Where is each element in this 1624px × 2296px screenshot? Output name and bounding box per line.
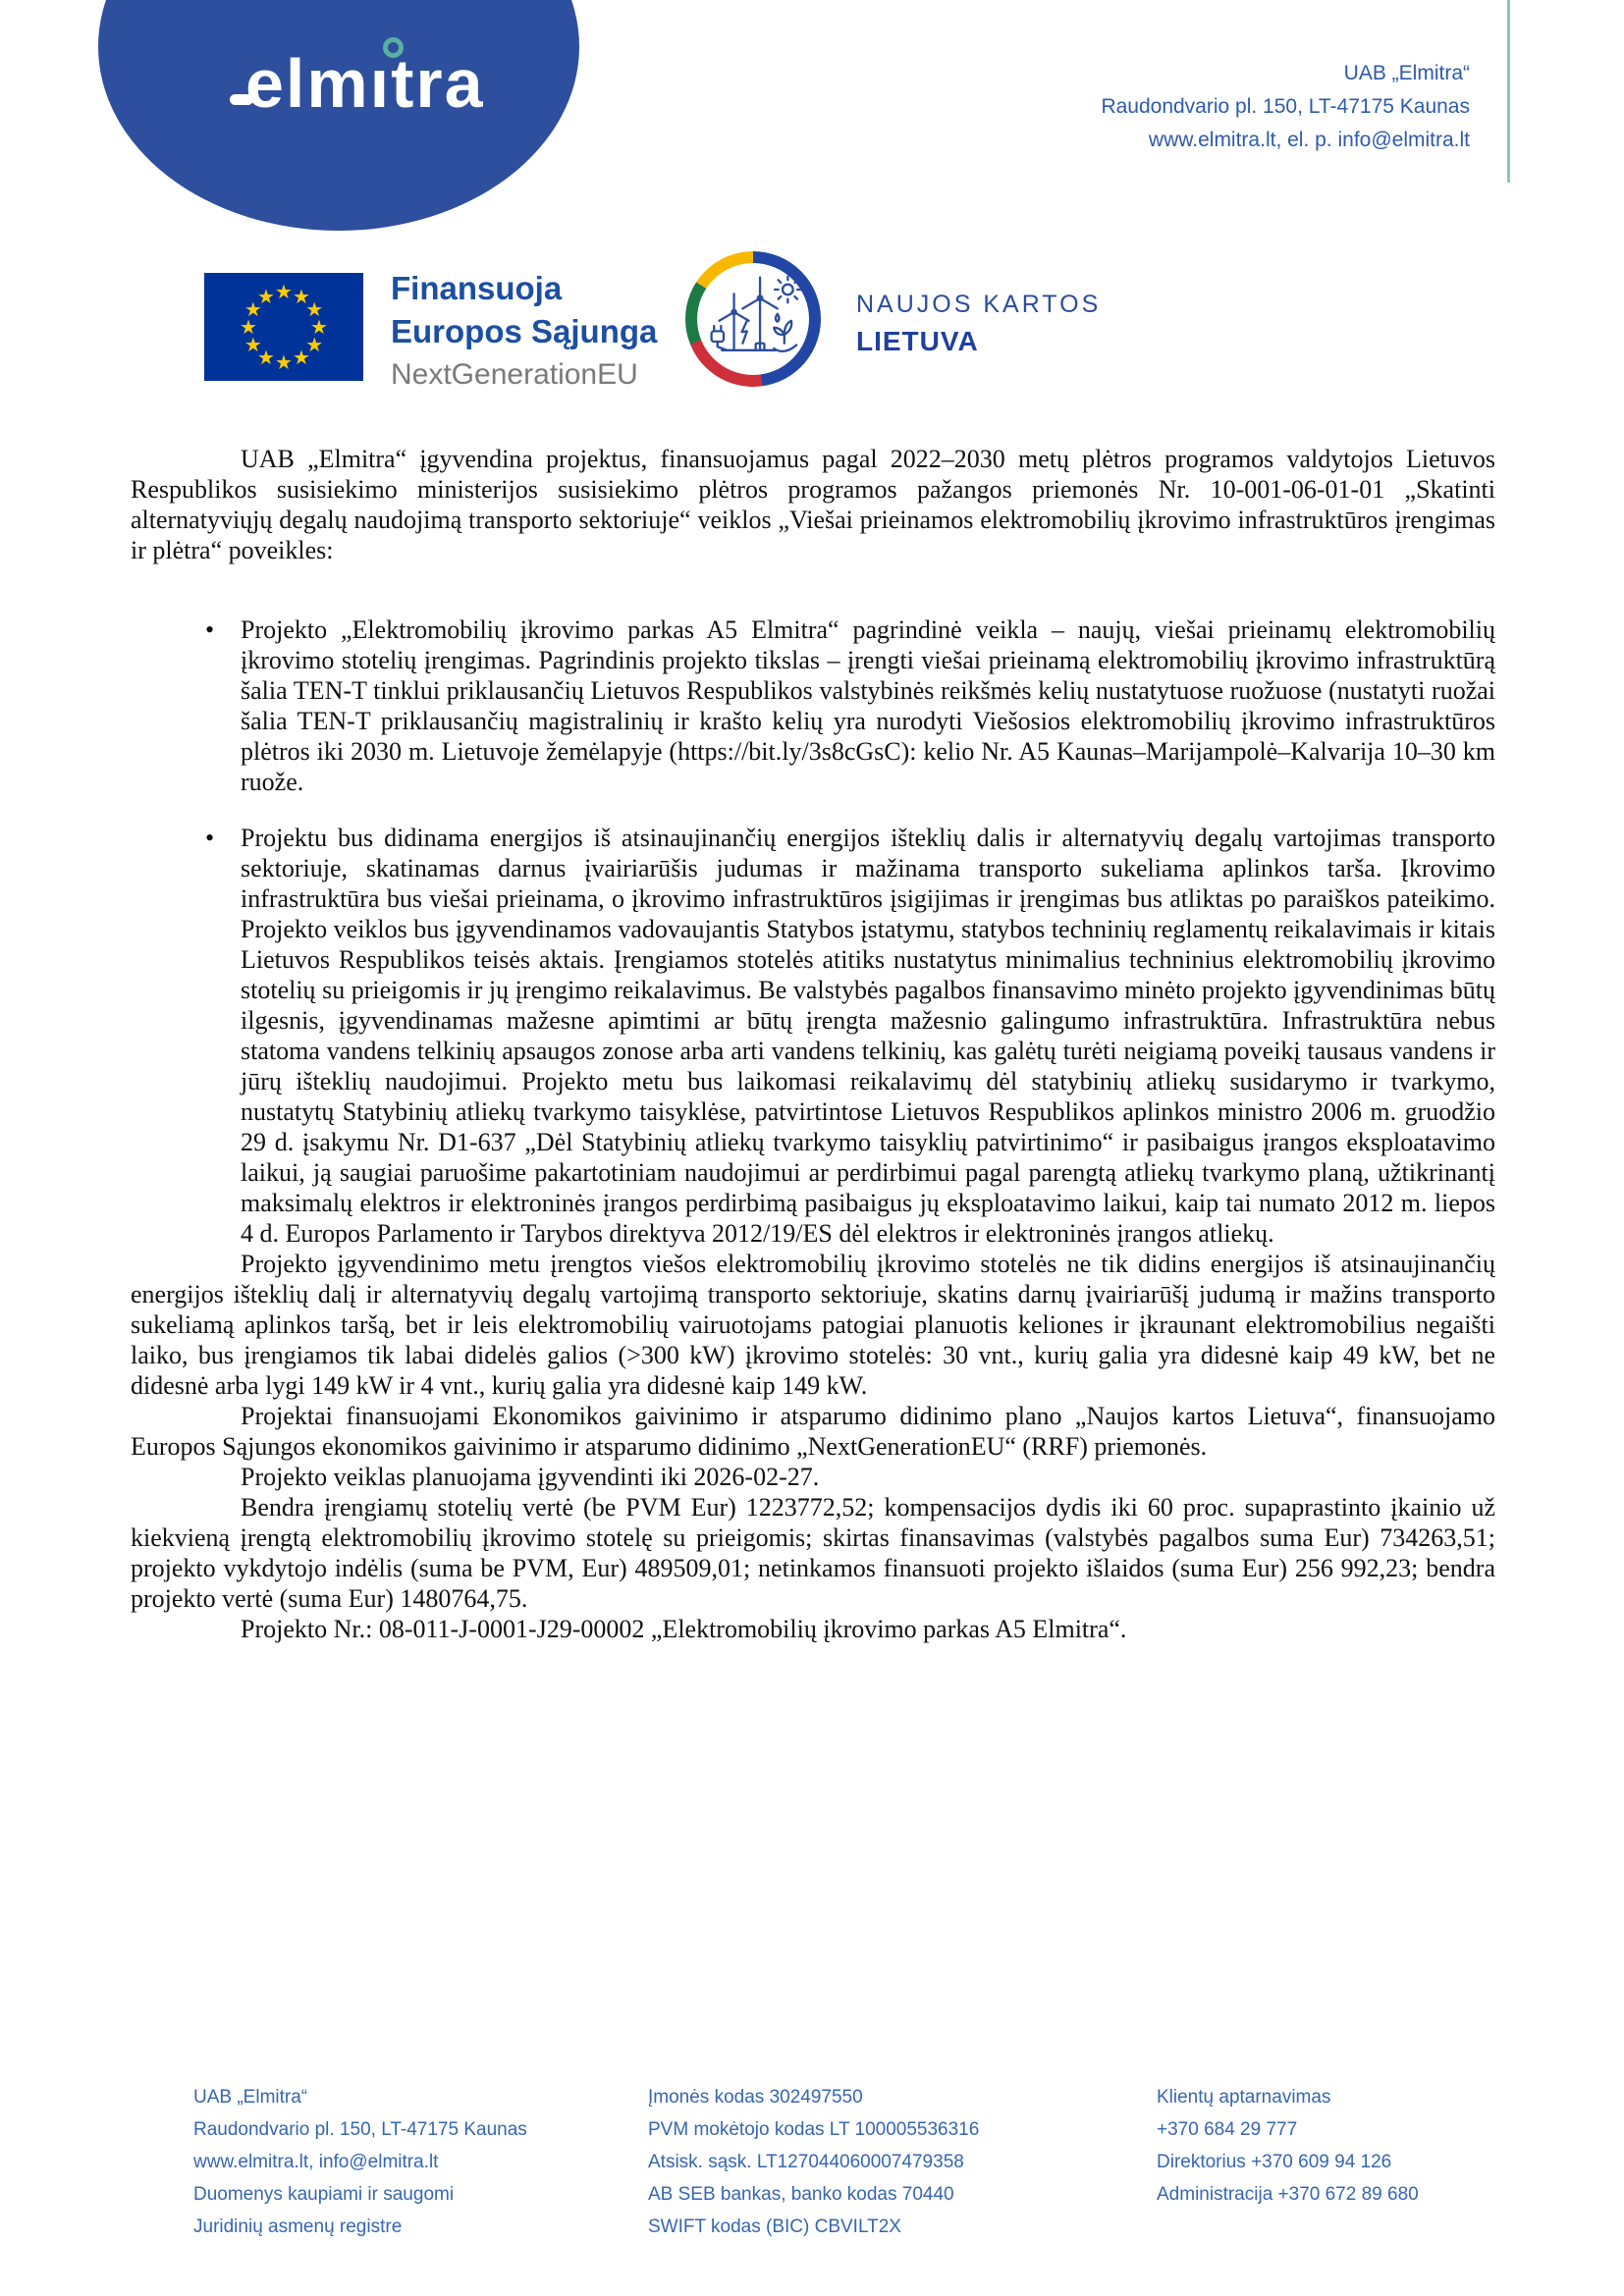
footer-address: Raudondvario pl. 150, LT-47175 Kaunas: [193, 2119, 527, 2140]
footer-company-name: UAB „Elmitra“: [193, 2087, 308, 2108]
footer-web-email: www.elmitra.lt, info@elmitra.lt: [193, 2152, 439, 2172]
eu-funding-text: [391, 267, 657, 397]
footer-bank-name: AB SEB bankas, banko kodas 70440: [648, 2184, 954, 2205]
footer-company-code: Įmonės kodas 302497550: [648, 2087, 863, 2108]
bullet-list: [131, 614, 1495, 1249]
svg-text:★: ★: [244, 333, 262, 356]
header-teal-rule: [1507, 0, 1510, 183]
header-company-name: UAB „Elmitra“: [1343, 62, 1470, 84]
footer-administration-phone: Administracija +370 672 89 680: [1157, 2184, 1419, 2205]
naujos-kartos-text: [856, 291, 1101, 387]
footer-bank-account: Atsisk. sąsk. LT127044060007479358: [648, 2152, 964, 2172]
header-contact-block: [1101, 57, 1470, 157]
footer-registry-line2: Juridinių asmenų registre: [193, 2216, 403, 2237]
svg-text:★: ★: [293, 284, 310, 308]
header-web-email: www.elmitra.lt, el. p. info@elmitra.lt: [1148, 129, 1470, 151]
eu-funding-logo: [204, 270, 658, 397]
footer-vat-code: PVM mokėtojo kodas LT 100005536316: [648, 2119, 980, 2140]
naujos-kartos-ring-inner: [697, 263, 809, 375]
paragraph-impact: Projekto įgyvendinimo metu įrengtos viešos elektromobilių įkrovimo stotelės ne tik didins energijos iš atsinaujinančių energijos išteklių dalį ir alternatyvių degalų vartojimą transporto sektoriuje, skatins darnų įvairiarūšį judumą ir mažins transporto sukeliamą aplinkos taršą, bet ir leis elektromobilių vairuotojams patogiai planuotis keliones ir įkraunant elektromobilius negaišti laiko, bus įrengiamos tik labai didelės galios (>300 kW) įkrovimo stotelės: 30 vnt., kurių galia yra didesnė kaip 49 kW, bet ne didesnė arba lygi 149 kW ir 4 vnt., kurių galia yra didesnė kaip 149 kW.: [131, 1250, 1495, 1400]
page-footer: [193, 2081, 1526, 2243]
eu-funding-line2: Europos Sąjunga: [391, 313, 658, 349]
footer-col-bank: [648, 2081, 1157, 2243]
svg-text:★: ★: [305, 297, 324, 321]
svg-text:★: ★: [257, 284, 275, 308]
paragraph-budget: Bendra įrengiamų stotelių vertė (be PVM Eur) 1223772,52; kompensacijos dydis iki 60 proc. supaprastinto įkainio už kiekvieną įrengtą elektromobilių įkrovimo stotelę su prieigomis; skirtas finansavimas (valstybės pagalbos suma Eur) 734263,51; projekto vykdytojo indėlis (suma be PVM, Eur) 489509,01; netinkamos finansuoti projekto išlaidos (suma Eur) 256 992,23; bendra projekto vertė (suma Eur) 1480764,75.: [131, 1493, 1495, 1613]
bullet-item-project-benefits: • Projektu bus didinama energijos iš atsinaujinančių energijos išteklių dalis ir alternatyvių degalų vartojimas transporto sektoriuje, skatinamas darnus įvairiarūšis judumas ir mažinama transporto sukeliama aplinkos tarša. Įkrovimo infrastruktūra bus viešai prieinama, o įkrovimo infrastruktūros įsigijimas ir įrengimas bus atliktas po paraiškos pateikimo. Projekto veiklos bus įgyvendinamos vadovaujantis Statybos įstatymu, statybos techninių reglamentų reikalavimais ir kitais Lietuvos Respublikos teisės aktais. Įrengiamos stotelės atitiks nustatytus minimalius techninius elektromobilių įkrovimo stotelių su prieigomis ir jų įrengimo reikalavimus. Be valstybės pagalbos finansavimo minėto projekto įgyvendinimas būtų ilgesnis, įgyvendinamas mažesne apimtimi ar būtų įrengta mažesnio galingumo infrastruktūra. Infrastruktūra nebus statoma vandens telkinių apsaugos zonose arba arti vandens telkinių, kas galėtų turėti neigiamą poveikį tausaus vandens ir jūrų išteklių naudojimui. Projekto metu bus laikomasi reikalavimų dėl statybinių atliekų susidarymo ir tvarkymo, nustatytų Statybinių atliekų tvarkymo taisyklėse, patvirtintose Lietuvos Respublikos aplinkos ministro 2006 m. gruodžio 29 d. įsakymu Nr. D1-637 „Dėl Statybinių atliekų tvarkymo taisyklių patvirtinimo“ ir pasibaigus įrangos eksploatavimo laikui, ją saugiai paruošime pakartotiniam naudojimui ar perdirbimui pagal parengtą atliekų tvarkymo planą, užtikrinantį maksimalų elektros ir elektroninės įrangos perdirbimą pasibaigus jų eksploatavimo laikui, kaip tai numato 2012 m. liepos 4 d. Europos Parlamento ir Tarybos direktyva 2012/19/ES dėl elektros ir elektroninės įrangos atliekų.: [131, 823, 1495, 1249]
bullet-item-project-activity: • Projekto „Elektromobilių įkrovimo parkas A5 Elmitra“ pagrindinė veikla – naujų, viešai prieinamų elektromobilių įkrovimo stotelių įrengimas. Pagrindinis projekto tikslas – įrengti viešai prieinamą elektromobilių įkrovimo infrastruktūrą šalia TEN-T tinklui priklausančių Lietuvos Respublikos valstybinės reikšmės kelių nustatytuose ruožuose (nustatyti ruožai šalia TEN-T priklausančių magistralinių ir krašto kelių yra nurodyti Viešosios elektromobilių įkrovimo infrastruktūros plėtros iki 2030 m. Lietuvoje žemėlapyje (https://bit.ly/3s8cGsC): kelio Nr. A5 Kaunas–Marijampolė–Kalvarija 10–30 km ruože.: [131, 614, 1495, 797]
svg-text:★: ★: [293, 346, 310, 370]
naujos-kartos-ring-icon: [685, 251, 821, 387]
svg-text:★: ★: [257, 346, 275, 370]
footer-swift-code: SWIFT kodas (BIC) CBVILT2X: [648, 2216, 901, 2237]
wordmark-part1: elm: [245, 45, 370, 122]
svg-text:★: ★: [240, 315, 257, 339]
footer-customer-service-phone: +370 684 29 777: [1157, 2119, 1298, 2140]
svg-text:★: ★: [310, 315, 328, 339]
svg-text:★: ★: [275, 280, 293, 303]
wordmark-part2: tra: [391, 45, 485, 122]
green-energy-art-icon: [701, 267, 805, 371]
footer-customer-service-label: Klientų aptarnavimas: [1157, 2087, 1331, 2108]
footer-col-company: [193, 2081, 648, 2243]
svg-text:★: ★: [275, 350, 293, 374]
eu-funding-line1: Finansuoja: [391, 270, 563, 306]
paragraph-deadline: Projekto veiklas planuojama įgyvendinti iki 2026-02-27.: [241, 1463, 820, 1491]
naujos-kartos-logo: [685, 251, 1101, 387]
header-address: Raudondvario pl. 150, LT-47175 Kaunas: [1101, 95, 1470, 118]
logo-dot-ring-icon: [383, 37, 404, 58]
footer-director-phone: Direktorius +370 609 94 126: [1157, 2152, 1392, 2172]
footer-registry-line1: Duomenys kaupiami ir saugomi: [193, 2184, 455, 2205]
document-body: [131, 444, 1495, 1644]
paragraph-intro: UAB „Elmitra“ įgyvendina projektus, finansuojamus pagal 2022–2030 metų plėtros programos valdytojos Lietuvos Respublikos susisiekimo ministerijos susisiekimo plėtros programos pažangos priemonės Nr. 10-001-06-01-01 „Skatinti alternatyviųjų degalų naudojimą transporto sektoriuje“ veiklos „Viešai prieinamos elektromobilių įkrovimo infrastruktūros įrengimas ir plėtra“ poveikles:: [131, 445, 1495, 564]
wordmark-dotless-i: ı: [369, 45, 392, 122]
svg-text:★: ★: [305, 333, 324, 356]
paragraph-financing: Projektai finansuojami Ekonomikos gaivinimo ir atsparumo didinimo plano „Naujos kartos Lietuva“, finansuojamo Europos Sąjungos ekonomikos gaivinimo ir atsparumo didinimo „NextGenerationEU“ (RRF) priemonės.: [131, 1402, 1495, 1461]
naujos-kartos-subtitle: LIETUVA: [856, 326, 979, 356]
elmitra-wordmark: [245, 45, 485, 122]
naujos-kartos-title: NAUJOS KARTOS: [856, 291, 1102, 318]
paragraph-project-number: Projekto Nr.: 08-011-J-0001-J29-00002 „Elektromobilių įkrovimo parkas A5 Elmitra“.: [241, 1615, 1127, 1643]
svg-text:★: ★: [244, 297, 262, 321]
eu-funding-line3: NextGenerationEU: [391, 358, 638, 391]
eu-flag-icon: [204, 273, 363, 381]
footer-col-contacts: [1157, 2081, 1526, 2243]
